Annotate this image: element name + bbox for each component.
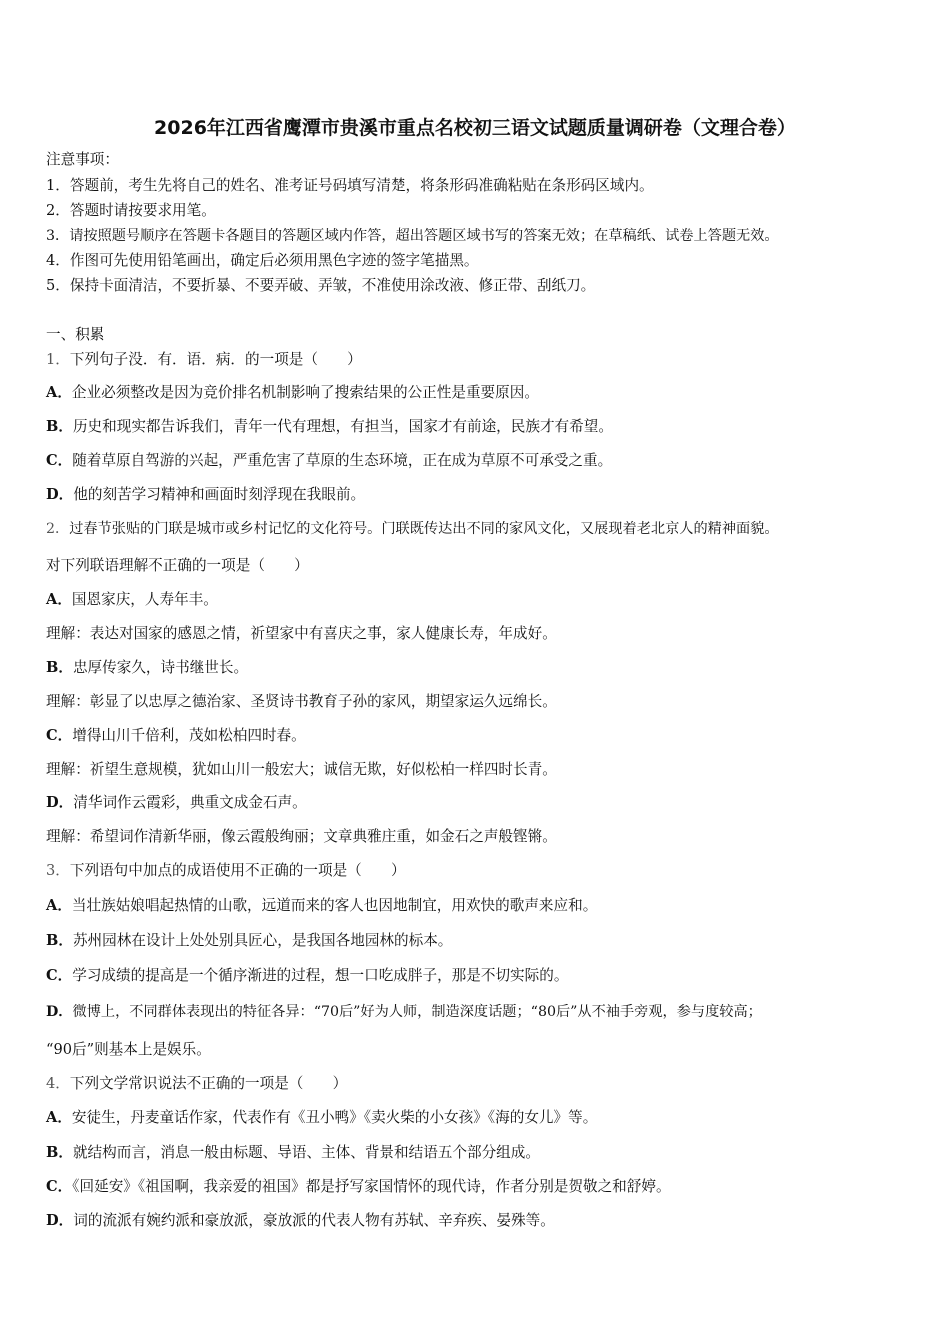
option-label: A． bbox=[46, 897, 72, 914]
option-label: B． bbox=[46, 1144, 73, 1161]
option-text: 国恩家庆，人寿年丰。 bbox=[71, 591, 218, 608]
q4-option-d bbox=[46, 1214, 555, 1229]
q3-option-d bbox=[46, 1005, 762, 1019]
option-label: C． bbox=[46, 452, 73, 469]
notice-item: 1．答题前，考生先将自己的姓名、准考证号码填写清楚，将条形码准确粘贴在条形码区域内。 bbox=[46, 177, 654, 194]
question-text: 下列句子没．有．语．病．的一项是（ ） bbox=[69, 351, 362, 368]
question-number: 3． bbox=[46, 862, 70, 879]
question-2-sub: 对下列联语理解不正确的一项是（ ） bbox=[46, 557, 309, 574]
option-text: 就结构而言，消息一般由标题、导语、主体、背景和结语五个部分组成。 bbox=[72, 1144, 540, 1161]
option-label: B． bbox=[46, 932, 73, 949]
q1-option-b bbox=[46, 420, 613, 435]
page-title: 2026年江西省鹰潭市贵溪市重点名校初三语文试题质量调研卷（文理合卷） bbox=[154, 117, 796, 139]
option-label: D． bbox=[46, 1004, 73, 1020]
q3-option-d-continued: “90后”则基本上是娱乐。 bbox=[46, 1041, 211, 1058]
option-label: A． bbox=[46, 591, 72, 608]
question-text: 过春节张贴的门联是城市或乡村记忆的文化符号。门联既传达出不同的家风文化，又展现着老北京人的精神面貌。 bbox=[69, 521, 779, 537]
option-label: D． bbox=[46, 794, 74, 811]
option-text: 《回延安》《祖国啊，我亲爱的祖国》都是抒写家国情怀的现代诗，作者分别是贺敬之和舒婷。 bbox=[72, 1178, 671, 1195]
option-text: 安徒生，丹麦童话作家，代表作有《丑小鸭》《卖火柴的小女孩》《海的女儿》等。 bbox=[71, 1109, 598, 1126]
q4-option-c bbox=[46, 1180, 671, 1195]
question-3-stem bbox=[46, 864, 406, 879]
question-number: 4． bbox=[46, 1075, 70, 1092]
option-text: 清华词作云霞彩，典重文成金石声。 bbox=[73, 794, 307, 811]
option-label: D． bbox=[46, 486, 74, 503]
notice-item: 2．答题时请按要求用笔。 bbox=[46, 202, 216, 219]
q1-option-a bbox=[46, 386, 539, 401]
question-1-stem bbox=[46, 353, 362, 368]
notice-heading: 注意事项： bbox=[46, 151, 119, 168]
q2-option-a bbox=[46, 593, 218, 608]
option-text: 词的流派有婉约派和豪放派，豪放派的代表人物有苏轼、辛弃疾、晏殊等。 bbox=[73, 1212, 555, 1229]
q1-option-c bbox=[46, 454, 612, 469]
notice-item: 4．作图可先使用铅笔画出，确定后必须用黑色字迹的签字笔描黑。 bbox=[46, 252, 479, 269]
q2-option-a-explain: 理解：表达对国家的感恩之情，祈望家中有喜庆之事，家人健康长寿，年成好。 bbox=[46, 625, 557, 642]
question-text: 下列语句中加点的成语使用不正确的一项是（ ） bbox=[69, 862, 406, 879]
q3-option-b bbox=[46, 934, 452, 949]
q4-option-b bbox=[46, 1146, 540, 1161]
option-text: 随着草原自驾游的兴起，严重危害了草原的生态环境，正在成为草原不可承受之重。 bbox=[72, 452, 613, 469]
option-text: 他的刻苦学习精神和画面时刻浮现在我眼前。 bbox=[73, 486, 366, 503]
option-label: D． bbox=[46, 1212, 74, 1229]
q3-option-a bbox=[46, 899, 597, 914]
option-text: 忠厚传家久，诗书继世长。 bbox=[72, 659, 249, 676]
option-text: 苏州园林在设计上处处别具匠心，是我国各地园林的标本。 bbox=[72, 932, 453, 949]
q2-option-b-explain: 理解：彰显了以忠厚之德治家、圣贤诗书教育子孙的家风，期望家运久远绵长。 bbox=[46, 693, 557, 710]
question-text: 下列文学常识说法不正确的一项是（ ） bbox=[69, 1075, 348, 1092]
question-number: 2． bbox=[46, 521, 70, 537]
option-text: 当壮族姑娘唱起热情的山歌，远道而来的客人也因地制宜，用欢快的歌声来应和。 bbox=[71, 897, 598, 914]
option-label: B． bbox=[46, 659, 73, 676]
option-label: B． bbox=[46, 418, 73, 435]
option-label: A． bbox=[46, 1109, 72, 1126]
q2-option-c bbox=[46, 729, 306, 744]
option-label: C． bbox=[46, 967, 73, 984]
q4-option-a bbox=[46, 1111, 597, 1126]
notice-item: 3．请按照题号顺序在答题卡各题目的答题区域内作答，超出答题区域书写的答案无效；在草稿纸、试卷上答题无效。 bbox=[46, 228, 779, 244]
question-number: 1． bbox=[46, 351, 70, 368]
question-4-stem bbox=[46, 1077, 347, 1092]
option-text: 学习成绩的提高是一个循序渐进的过程，想一口吃成胖子，那是不切实际的。 bbox=[72, 967, 569, 984]
q2-option-d-explain: 理解：希望词作清新华丽，像云霞般绚丽；文章典雅庄重，如金石之声般铿锵。 bbox=[46, 828, 557, 845]
notice-item: 5．保持卡面清洁，不要折暴、不要弄破、弄皱，不准使用涂改液、修正带、刮纸刀。 bbox=[46, 277, 596, 294]
q2-option-d bbox=[46, 796, 307, 811]
option-text: 企业必须整改是因为竞价排名机制影响了搜索结果的公正性是重要原因。 bbox=[71, 384, 539, 401]
option-text: 微博上，不同群体表现出的特征各异：“70后”好为人师，制造深度话题；“80后”从不袖手旁观，参与度较高； bbox=[72, 1004, 762, 1020]
q2-option-c-explain: 理解：祈望生意规模，犹如山川一般宏大；诚信无欺，好似松柏一样四时长青。 bbox=[46, 761, 557, 778]
q2-option-b bbox=[46, 661, 248, 676]
option-text: 增得山川千倍利，茂如松柏四时春。 bbox=[72, 727, 306, 744]
q1-option-d bbox=[46, 488, 365, 503]
option-label: C． bbox=[46, 1178, 73, 1195]
option-label: A． bbox=[46, 384, 72, 401]
question-2-stem bbox=[46, 522, 779, 536]
option-text: 历史和现实都告诉我们，青年一代有理想，有担当，国家才有前途，民族才有希望。 bbox=[72, 418, 613, 435]
section-heading: 一、积累 bbox=[46, 326, 105, 343]
q3-option-c bbox=[46, 969, 568, 984]
option-label: C． bbox=[46, 727, 73, 744]
